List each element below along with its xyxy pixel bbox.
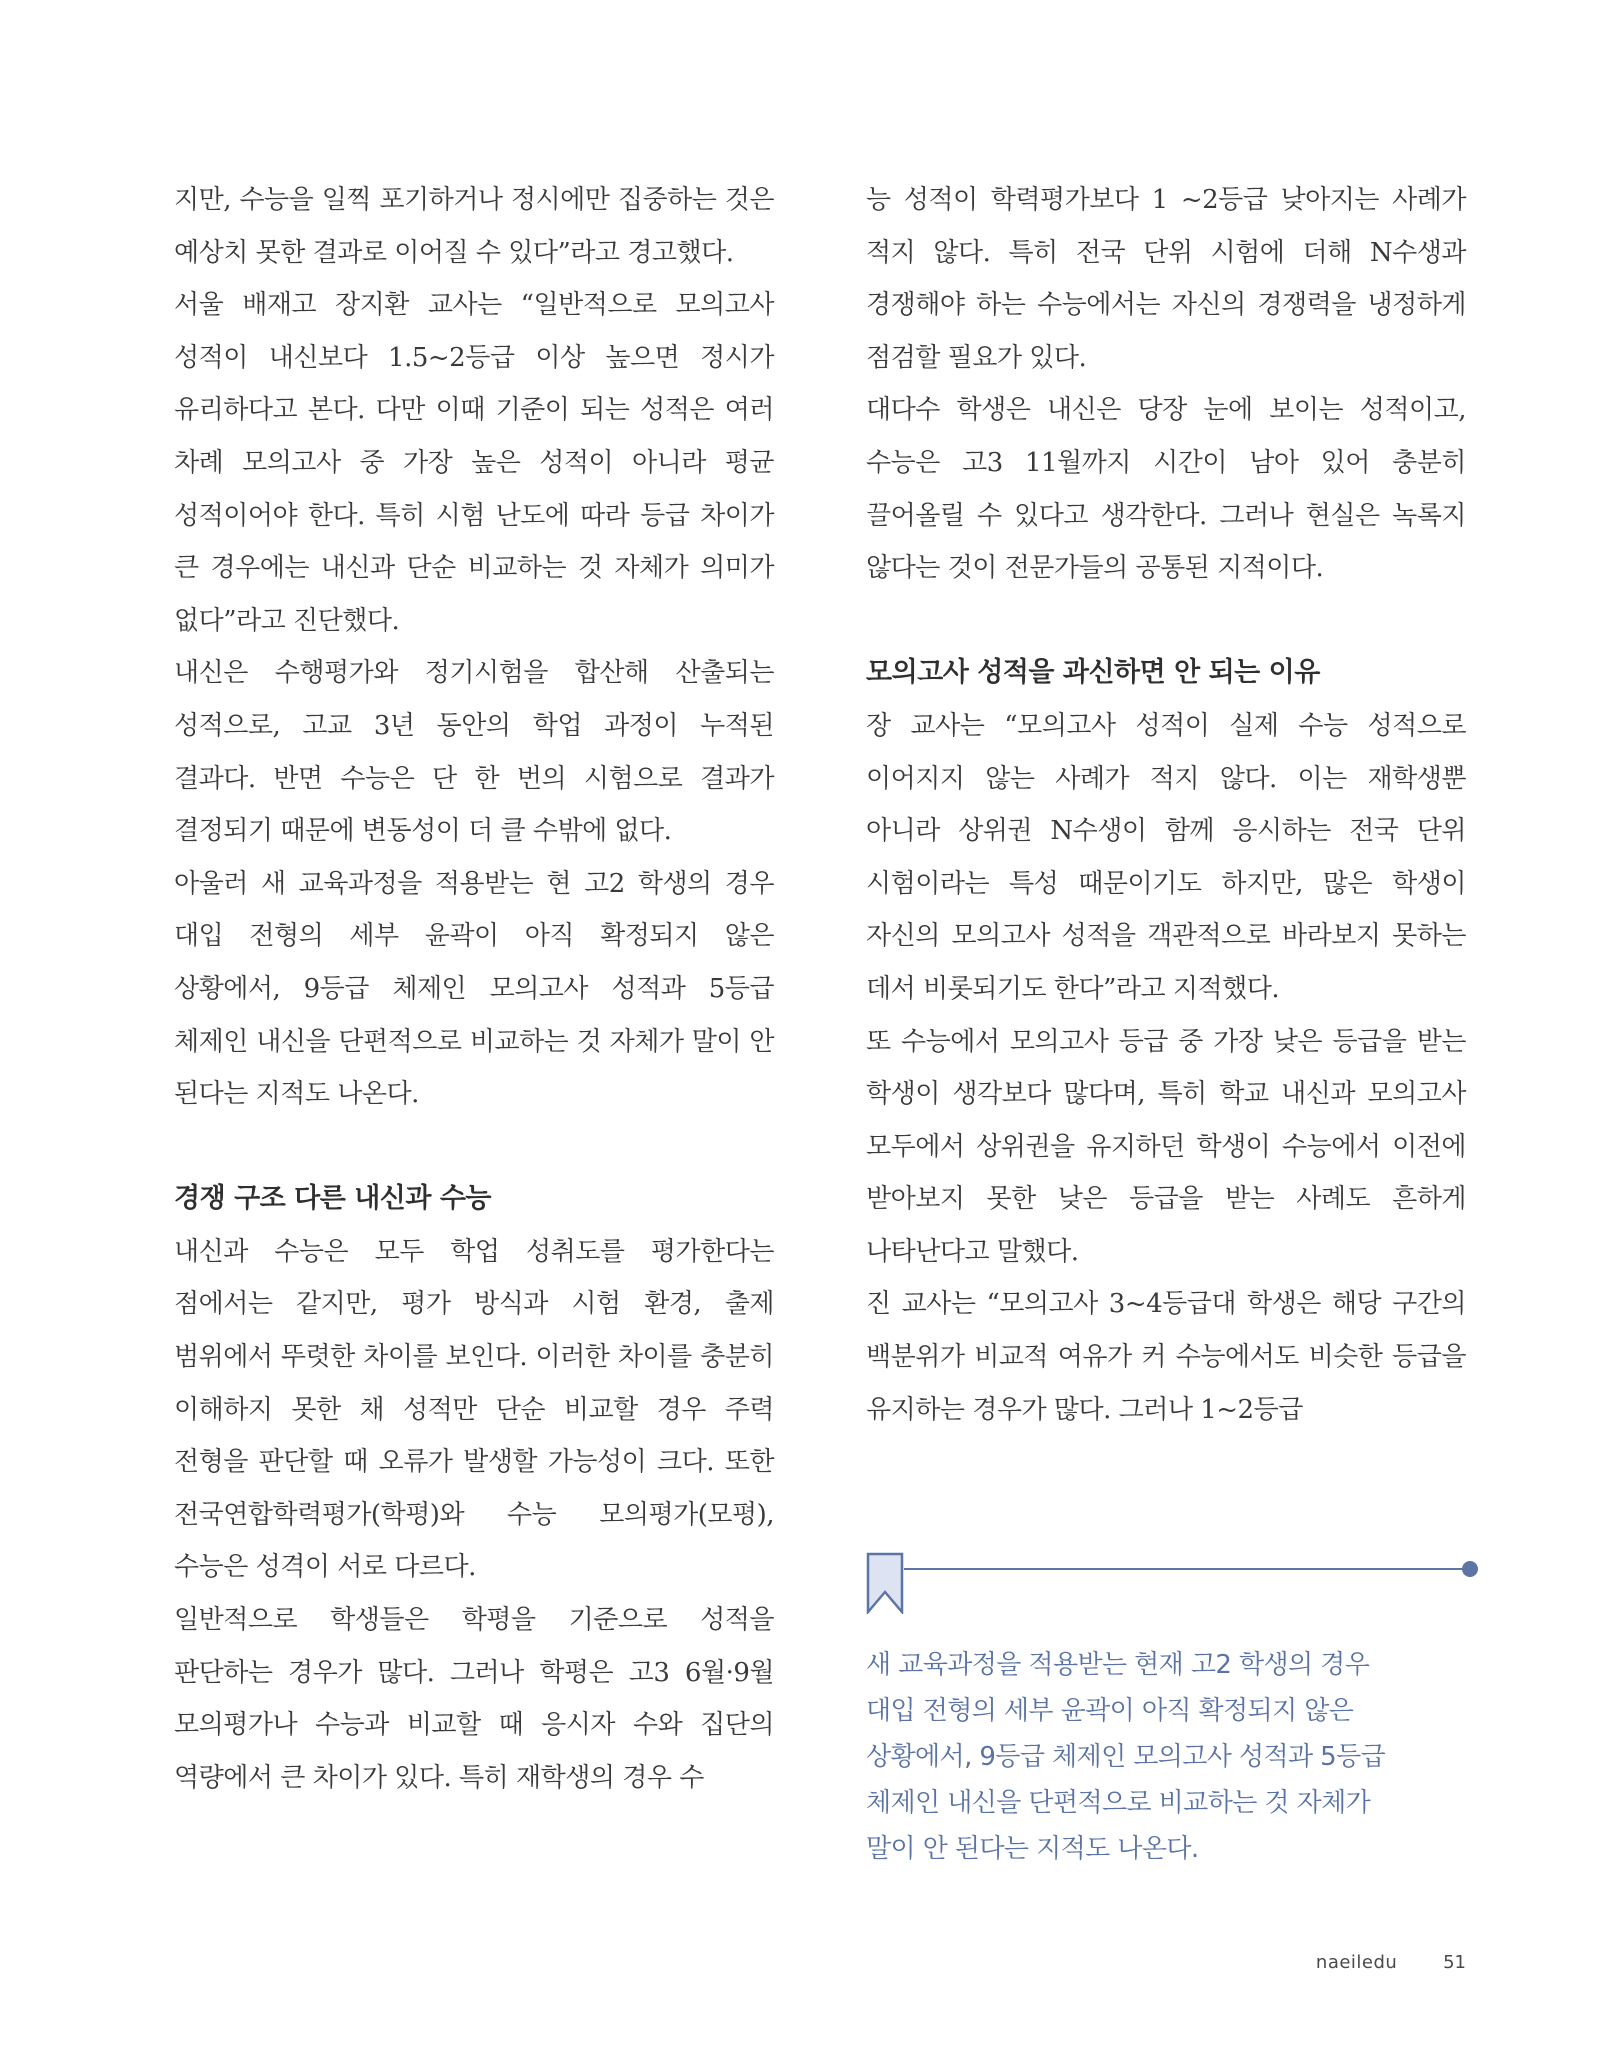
right-column (866, 174, 1466, 1436)
section-heading: 경쟁 구조 다른 내신과 수능 (174, 1183, 492, 1215)
pull-quote-line: 새 교육과정을 적용받는 현재 고2 학생의 경우 (866, 1650, 1370, 1680)
footer-brand: naeiledu (1315, 1952, 1398, 1973)
pull-quote-line: 말이 안 된다는 지적도 나온다. (866, 1834, 1199, 1864)
pull-quote-line: 상황에서, 9등급 체제인 모의고사 성적과 5등급 (866, 1742, 1386, 1772)
left-column (174, 174, 774, 1804)
body-paragraph: 내신은 수행평가와 정기시험을 합산해 산출되는 성적으로, 고교 3년 동안의 학업 과정이 누적된 결과다. 반면 수능은 단 한 번의 시험으로 결과가 결정되기 때문에 변동성이 더 클 수밖에 없다. (174, 658, 774, 847)
body-paragraph: 지만, 수능을 일찍 포기하거나 정시에만 집중하는 것은 예상치 못한 결과로 이어질 수 있다”라고 경고했다. (174, 185, 774, 268)
section-heading: 모의고사 성적을 과신하면 안 되는 이유 (866, 657, 1320, 689)
body-paragraph: 또 수능에서 모의고사 등급 중 가장 낮은 등급을 받는 학생이 생각보다 많다며, 특히 학교 내신과 모의고사 모두에서 상위권을 유지하던 학생이 수능에서 이전에 받아보지 못한 낮은 등급을 받는 사례도 흔하게 나타난다고 말했다. (866, 1026, 1466, 1267)
bookmark-icon (866, 1552, 904, 1614)
body-paragraph: 일반적으로 학생들은 학평을 기준으로 성적을 판단하는 경우가 많다. 그러나 학평은 고3 6월·9월 모의평가나 수능과 비교할 때 응시자 수와 집단의 역량에서 큰 차이가 있다. 특히 재학생의 경우 수 (174, 1605, 774, 1793)
body-paragraph: 아울러 새 교육과정을 적용받는 현 고2 학생의 경우 대입 전형의 세부 윤곽이 아직 확정되지 않은 상황에서, 9등급 체제인 모의고사 성적과 5등급 체제인 내신을 단편적으로 비교하는 것 자체가 말이 안 된다는 지적도 나온다. (174, 868, 774, 1110)
pull-quote-line: 대입 전형의 세부 윤곽이 아직 확정되지 않은 (866, 1696, 1354, 1726)
body-paragraph: 장 교사는 “모의고사 성적이 실제 수능 성적으로 이어지지 않는 사례가 적지 않다. 이는 재학생뿐 아니라 상위권 N수생이 함께 응시하는 전국 단위 시험이라는 특성 때문이기도 하지만, 많은 학생이 자신의 모의고사 성적을 객관적으로 바라보지 못하는 데서 비롯되기도 한다”라고 지적했다. (866, 710, 1466, 1004)
body-paragraph: 진 교사는 “모의고사 3~4등급대 학생은 해당 구간의 백분위가 비교적 여유가 커 수능에서도 비슷한 등급을 유지하는 경우가 많다. 그러나 1~2등급 (866, 1289, 1466, 1425)
body-paragraph: 대다수 학생은 내신은 당장 눈에 보이는 성적이고, 수능은 고3 11월까지 시간이 남아 있어 충분히 끌어올릴 수 있다고 생각한다. 그러나 현실은 녹록지 않다는 것이 전문가들의 공통된 지적이다. (866, 395, 1466, 584)
pull-quote-line: 체제인 내신을 단편적으로 비교하는 것 자체가 (866, 1788, 1371, 1818)
body-paragraph: 내신과 수능은 모두 학업 성취도를 평가한다는 점에서는 같지만, 평가 방식과 시험 환경, 출제 범위에서 뚜렷한 차이를 보인다. 이러한 차이를 충분히 이해하지 못한 채 성적만 단순 비교할 경우 주력 전형을 판단할 때 오류가 발생할 가능성이 크다. 또한 전국연합학력평가(학평)와 수능 모의평가(모평), 수능은 성격이 서로 다르다. (174, 1236, 774, 1583)
page-number: 51 (1443, 1952, 1466, 1973)
section-spacer (174, 1121, 774, 1174)
page-footer (1316, 1952, 1466, 1973)
section-spacer (866, 595, 1466, 648)
pull-quote-dot (1462, 1561, 1478, 1577)
body-paragraph: 서울 배재고 장지환 교사는 “일반적으로 모의고사 성적이 내신보다 1.5~2등급 이상 높으면 정시가 유리하다고 본다. 다만 이때 기준이 되는 성적은 여러 차례 모의고사 중 가장 높은 성적이 아니라 평균 성적이어야 한다. 특히 시험 난도에 따라 등급 차이가 큰 경우에는 내신과 단순 비교하는 것 자체가 의미가 없다”라고 진단했다. (174, 290, 774, 636)
pull-quote-rule (904, 1568, 1466, 1570)
pull-quote-text (866, 1642, 1466, 1872)
body-paragraph: 능 성적이 학력평가보다 1 ~2등급 낮아지는 사례가 적지 않다. 특히 전국 단위 시험에 더해 N수생과 경쟁해야 하는 수능에서는 자신의 경쟁력을 냉정하게 점검할 필요가 있다. (866, 185, 1466, 373)
